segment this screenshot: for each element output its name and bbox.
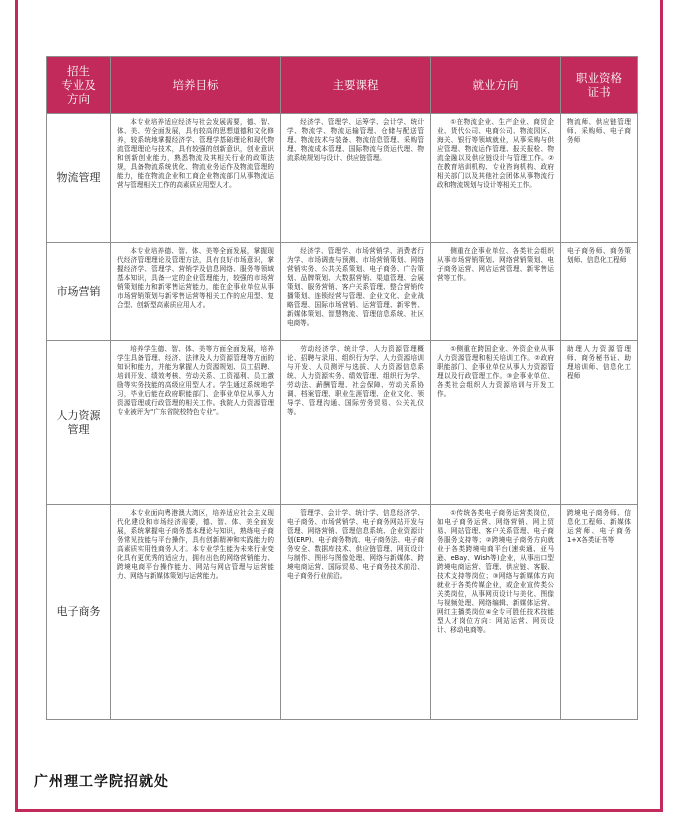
major-name: 电子商务 (56, 605, 101, 618)
header-courses (281, 57, 431, 114)
cert-cell (561, 114, 638, 243)
career-text: ①在物流企业、生产企业、商贸企业、货代公司、电商公司、物流园区、海关、银行等领域就业，从事采购与供应管理、物流运作管理、报关报检、物流金融以及供应链设计与管理工作。②在教育培训机构、专业咨询机构、政府相关部门以及其他社会团体从事物流行政和物流规划与设计等相关工作。 (437, 118, 554, 189)
header-career (431, 57, 561, 114)
cert-cell (561, 341, 638, 505)
page-border-right (660, 0, 663, 812)
courses-cell (281, 505, 431, 720)
cert-cell (561, 505, 638, 720)
majors-table (46, 56, 638, 720)
goal-cell (111, 243, 281, 341)
header-major-label: 招生 专业及 方向 (61, 64, 96, 106)
major-cell (47, 114, 111, 243)
cert-cell (561, 243, 638, 341)
career-cell (431, 505, 561, 720)
header-goal (111, 57, 281, 114)
cert-text: 助理人力资源管理师、商务秘书证、助理培训师、信息化工程师 (567, 345, 631, 380)
header-major (47, 57, 111, 114)
goal-cell (111, 505, 281, 720)
courses-text: 经济学、管理学、运筹学、会计学、统计学、物流学、物流运输管理、仓储与配送管理、物流技术与装备、物流信息管理、采购管理、物流成本管理、国际物流与货运代理、物流系统规划与设计、供应链管理。 (287, 118, 424, 162)
major-cell (47, 341, 111, 505)
header-courses-label: 主要课程 (332, 78, 379, 92)
goal-cell (111, 114, 281, 243)
courses-cell (281, 341, 431, 505)
table-header-row (47, 57, 638, 114)
header-goal-label: 培养目标 (172, 78, 219, 92)
goal-text: 培养学生德、智、体、美等方面全面发展，培养学生具备管理、经济、法律及人力资源管理等方面的知识和能力，并能为掌握人力资源规划、员工招聘、培训开发、绩效考核、劳动关系、工资福利、员工激励等实务技能的高级应用型人才。学生通过系统地学习，毕业后能在政府职能部门、企事业单位从事人力资源管理或行政管理的相关工作。我院人力资源管理专业被评为“广东省院校特色专业”。 (117, 345, 274, 416)
career-cell (431, 114, 561, 243)
goal-text: 本专业培养德、智、体、美等全面发展，掌握现代经济管理理论及管理方法，具有良好市场意识，掌握经济学、管理学、营销学及信息网络、服务等领域基本知识，具备一定的企业管理能力，较强的市场营销策划能力和新零售运营能力，能在企事业单位从事市场营销策划与新零售运营等相关工作的应用型、复合型、创新型高素质应用人才。 (117, 247, 274, 309)
footer-office-name: 广州理工学院招就处 (34, 774, 169, 790)
goal-cell (111, 341, 281, 505)
major-cell (47, 243, 111, 341)
major-name: 市场营销 (56, 284, 101, 298)
goal-text: 本专业培养适应经济与社会发展需要，德、智、体、美、劳全面发展，具有较高的思想道德和文化修养，较系统地掌握经济学、管理学基础理论和现代物流管理理论与技术，具有较强的创新意识，创业意识和创新创业能力，熟悉物流及其相关行业的政策法规，具备物流系统优化、物流业务运作及物流管理的能力，能在物流企业和工商企业物流部门从事物流运营与管理相关工作的高素质应用型人才。 (117, 118, 274, 189)
courses-text: 劳动经济学、统计学、人力资源管理概论、招聘与录用、组织行为学、人力资源培训与开发、人员测评与选拔、人力资源信息系统、人力资源实务、绩效管理、组织行为学、劳动法、薪酬管理、社会保障、劳动关系协调、档案管理、职业生涯管理、企业文化、领导学、管理沟通、国际劳务贸易、公关礼仪等。 (287, 345, 424, 416)
career-cell (431, 243, 561, 341)
career-cell (431, 341, 561, 505)
page-border-left (15, 0, 18, 812)
courses-text: 经济学、管理学、市场营销学、消费者行为学、市场调查与预测、市场营销策划、网络营销实务、公共关系策划、电子商务、广告策划、品牌策划、大数据营销、渠道管理、会展策划、服务营销、客户关系管理、整合营销传播策划、连锁经营与管理、企业文化、企业战略管理、国际市场营销、运营管理、新零售、新媒体策划、智慧物流、管理信息系统、社区电商等。 (287, 247, 424, 327)
header-career-label: 就业方向 (472, 78, 519, 92)
cert-text: 电子商务师、商务策划师、信息化工程师 (567, 247, 631, 264)
courses-cell (281, 114, 431, 243)
major-name: 物流管理 (56, 171, 101, 184)
major-cell (47, 505, 111, 720)
table-row (47, 243, 638, 341)
major-name: 人力资源管理 (56, 408, 101, 436)
career-text: ①传统各类电子商务运营类岗位，如电子商务运营、网络营销、网上贸易、网站管理、客户关系管理、电子商务服务支持等；②跨境电子商务方向就业于各类跨境电商平台(速卖通、亚马逊、eBay、Wish等)企业，从事出口型跨境电商运营、管理、供应链、客服、技术支持等岗位；③网络与新媒体方向就业于各类传媒企业，或企业宣传类公关类岗位，从事网页设计与美化、图像与视频处理、网络编辑、新媒体运营、网红主播类岗位④全专可胜任技术技能型人才岗位方向：网站运营、网页设计、移动电商等。 (437, 509, 554, 634)
header-cert (561, 57, 638, 114)
career-text: ①侧重在跨国企业、外资企业从事人力资源管理和相关培训工作。②政府职能部门、企事业单位从事人力资源管理以及行政管理工作。③企事业单位、各类社会组织人力资源培训与开发工作。 (437, 345, 554, 398)
header-cert-label: 职业资格 证书 (576, 71, 622, 99)
page-border-bottom (15, 809, 663, 812)
majors-table-container (46, 56, 637, 720)
courses-cell (281, 243, 431, 341)
goal-text: 本专业面向粤港澳大湾区，培养适应社会主义现代化建设和市场经济需要，德、智、体、美全面发展，系统掌握电子商务基本理论与知识，熟练电子商务常见技能与平台操作，具有创新精神和实践能力的高素质实用性商务人才。本专业学生能为未来行业变化具有更优秀的适应力，拥有出色的网络营销能力、跨境电商平台操作能力、网站与网店管理与运营能力、网络与新媒体策划与运营能力。 (117, 509, 274, 580)
table-row (47, 341, 638, 505)
table-row (47, 114, 638, 243)
cert-text: 物流师、供应链管理师、采购师、电子商务师 (567, 118, 631, 144)
cert-text: 跨境电子商务师、信息化工程师、新媒体运营师、电子商务1+X各类证书等 (567, 509, 631, 544)
table-row (47, 505, 638, 720)
career-text: 侧重在企事业单位、各类社会组织从事市场营销策划、网络营销策划、电子商务运营、网店运营管理、新零售运营等工作。 (437, 247, 554, 282)
courses-text: 管理学、会计学、统计学、信息经济学、电子商务、市场营销学、电子商务网站开发与管理、网络营销、管理信息系统、企业资源计划(ERP)、电子商务物流、电子商务法、电子商务安全、数据库技术、供应链管理、网页设计与制作、图形与图像处理、网络与新媒体、跨境电商运营、国际贸易、电子商务技术前沿、电子商务行业前沿。 (287, 509, 424, 580)
